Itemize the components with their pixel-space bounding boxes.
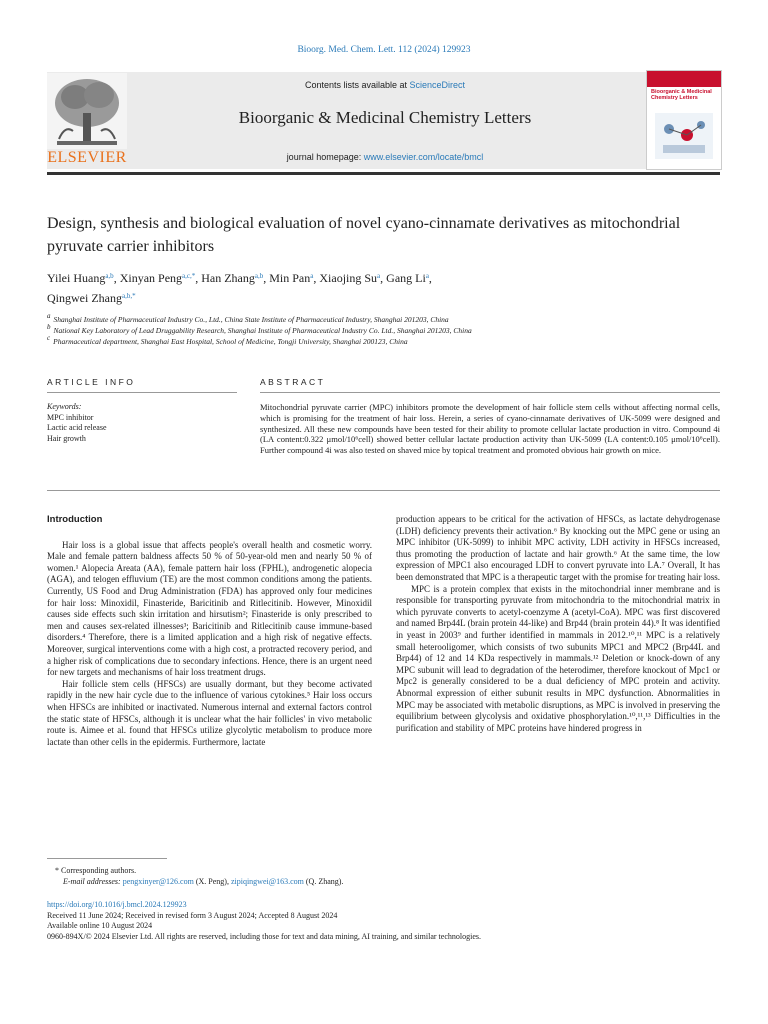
email-owner: (Q. Zhang).: [303, 876, 344, 886]
author-separator: ,: [195, 271, 202, 285]
paragraph: MPC is a protein complex that exists in the mitochondrial inner membrane and is responsible for transporting pyruvate from mitochondria to the mitochondrial matrix in which pyruvate converts to acetyl-coenzyme A (acetyl-CoA). MPC was first discovered and named Brp44L (brain protein 44-like) and Brp44 (brain protein 44).⁸ It was identified in yeast in 2003⁹ and further identified in mammals in 2012.¹⁰,¹¹ MPC is a relatively small heterooligomer, which consists of two subunits MPC1 and MPC2 (Brp44L and Brp44) of 12 and 14 KDa respectively in mammals.¹² Deletion or knock-down of any MPC subunit will lead to degradation of the heterodimer, therefore knockout of Mpc1 or Mpc2 is generally considered to be a dual deficiency of MPC protein and activity. Abnormal expression of either subunit results in MPC dysfunction. Abnormalities in MPC may be associated with metabolic disruptions, as MPC is involved in preserving the equilibrium between glycolysis and oxidative phosphorylation.¹⁰,¹¹,¹³ Difficulties in the purification and stability of MPC proteins have hindered progress in: [396, 583, 720, 733]
homepage-line: [130, 152, 640, 162]
journal-citation[interactable]: Bioorg. Med. Chem. Lett. 112 (2024) 129923: [297, 45, 471, 55]
corresponding-note: [47, 866, 737, 887]
affiliation: [47, 325, 707, 336]
email-label: E-mail addresses:: [63, 876, 123, 886]
left-column: [47, 514, 372, 748]
author-separator: ,: [380, 271, 387, 285]
affiliation: [47, 314, 707, 325]
email-line: [47, 877, 737, 888]
publication-info: [47, 900, 737, 942]
doi-link[interactable]: https://doi.org/10.1016/j.bmcl.2024.129923: [47, 900, 187, 909]
author-separator: ,: [113, 271, 120, 285]
keyword: MPC inhibitor: [47, 412, 94, 422]
homepage-link[interactable]: www.elsevier.com/locate/bmcl: [363, 152, 484, 162]
online-date: Available online 10 August 2024: [47, 921, 153, 930]
journal-cover[interactable]: [646, 70, 722, 170]
contents-line: [130, 80, 640, 90]
elsevier-logo[interactable]: [47, 73, 127, 167]
abstract-text: Mitochondrial pyruvate carrier (MPC) inhibitors promote the development of hair follicle stem cells without affecting normal cells, which is promising for the treatment of hair loss. Herein, a series of cyano-cinnamate derivatives of UK-5099 were designed and synthesized. All these new compounds have been tested for their ability to promote cellular lactate production in vitro. Compound 4i (LA content:0.322 μmol/10⁶cell) showed better cellular lactate production activity than UK-5099 (LA content:0.105 μmol/10⁶cell). Further compound 4i was also tested on shaved mice by topical treatment and promoted obvious hair growth on mice.: [260, 402, 720, 456]
keyword: Hair growth: [47, 433, 86, 443]
author-affiliation-marker[interactable]: a,b: [105, 272, 114, 280]
journal-title: Bioorganic & Medicinal Chemistry Letters: [238, 108, 532, 127]
received-dates: Received 11 June 2024; Received in revised form 3 August 2024; Accepted 8 August 2024: [47, 910, 338, 920]
author-name[interactable]: Yilei Huang: [47, 271, 106, 285]
email-owner: (X. Peng),: [193, 876, 231, 886]
author-name[interactable]: Qingwei Zhang: [47, 291, 122, 305]
keywords-block: [47, 402, 237, 444]
author-affiliation-marker[interactable]: a: [377, 272, 381, 280]
affiliation-text: Pharmaceutical department, Shanghai East Hospital, School of Medicine, Tongji University, Shanghai 200123, China: [53, 337, 408, 346]
header-rule: [47, 172, 720, 175]
abstract-bottom-rule: [47, 490, 720, 491]
footnote-rule: [47, 858, 167, 859]
article-info-heading: ARTICLE INFO: [47, 377, 136, 387]
keyword: Lactic acid release: [47, 423, 107, 432]
affiliation-marker: c: [47, 334, 51, 342]
right-column: [396, 514, 720, 734]
cover-band: [647, 71, 721, 87]
author-affiliation-marker[interactable]: a,b: [254, 272, 264, 280]
author-separator: ,: [313, 271, 320, 285]
abstract-heading: ABSTRACT: [260, 377, 326, 387]
corresponding-authors: * Corresponding authors.: [55, 866, 137, 875]
email-link-peng[interactable]: pengxinyer@126.com: [122, 876, 194, 886]
affiliation-marker: b: [47, 323, 51, 331]
info-rule: [47, 392, 237, 393]
homepage-prefix: journal homepage:: [286, 152, 364, 162]
author-affiliation-marker[interactable]: a: [425, 272, 429, 280]
affiliation-text: National Key Laboratory of Lead Druggability Research, Shanghai Institute of Pharmaceutical Industry Co. Ltd., Shanghai 201203, China: [53, 326, 472, 335]
affiliation-marker: a: [47, 312, 51, 320]
tree-logo-icon: [47, 73, 127, 149]
sciencedirect-link[interactable]: ScienceDirect: [409, 80, 466, 90]
author-name[interactable]: Han Zhang: [201, 271, 255, 285]
paragraph: Hair follicle stem cells (HFSCs) are usually dormant, but they become activated rapidly in the new hair cycle due to the influence of various cytokines.⁵ Hair loss occurs when HFSCs are inhibited or inactivated. Numerous internal and external factors control the static state of HFSCs, although it is unclear what the hair follicles' in vivo metabolic route is. Aimee et al. found that HFSCs utilize glycolytic metabolism to produce more lactate than other cells in the epidermis. Furthermore, lactate: [47, 678, 372, 747]
publisher-name: ELSEVIER: [47, 149, 127, 166]
keywords-label: Keywords:: [47, 402, 82, 411]
author-affiliation-marker[interactable]: a,c,*: [182, 272, 196, 280]
author-name[interactable]: Xiaojing Su: [319, 271, 378, 285]
author-separator: ,: [263, 271, 270, 285]
email-link-zhang[interactable]: zipiqingwei@163.com: [230, 876, 304, 886]
affiliation-text: Shanghai Institute of Pharmaceutical Industry Co., Ltd., China State Institute of Pharmaceutical Industry, Shanghai 201203, China: [53, 315, 449, 324]
author-separator: ,: [428, 271, 432, 285]
author-name[interactable]: Min Pan: [269, 271, 311, 285]
author-affiliation-marker[interactable]: a,b,*: [121, 292, 136, 300]
copyright: 0960-894X/© 2024 Elsevier Ltd. All rights are reserved, including those for text and data mining, AI training, and similar technologies.: [47, 931, 481, 941]
author-name[interactable]: Gang Li: [386, 271, 426, 285]
contents-prefix: Contents lists available at: [304, 80, 410, 90]
author-list: [47, 268, 707, 308]
author-affiliation-marker[interactable]: a: [310, 272, 314, 280]
paragraph: Hair loss is a global issue that affects people's overall health and cosmetic worry. Male and female pattern baldness affects 50 % of 50-year-old men and nearly 50 % of women.¹ Alopecia Areata (AA), female pattern hair loss (FPHL), androgenetic alopecia (AGA), and telogen effluvium (TE) are the most common conditions among the patients. Currently, US Food and Drug Administration (FDA) has approved only four medicines for hair loss: Minoxidil, Finasteride, Baricitinib and Ritlecitinib. However, Minoxidil causes side effects such skin irritation and hirsutism²; Finasteride is only prescribed to men and causes sex-related illnesses³; Baricitinib and Ritlecitinib cause immune-based disorders.⁴ Therefore, there is a limited application and a high risk of negative effects. Moreover, surgical interventions come with a high cost, a protracted recovery period, and a higher risk of complications due to secondary infections. Hence, there is an urgent need for new targets and mechanisms of hair loss treatment drugs.: [47, 539, 372, 678]
article-title: Design, synthesis and biological evaluation of novel cyano-cinnamate derivatives as mitochondrial pyruvate carrier inhibitors: [47, 215, 681, 255]
paragraph: production appears to be critical for the activation of HFSCs, as lactate dehydrogenase (LDH) deficiency prevents their activation.⁶ By knocking out the MPC gene or using an MPC inhibitor (UK-5099) to inhibit MPC activity, LDH activity in HFSCs increased, thus promoting the production of lactate and hair growth.⁶ At the same time, the low expression of MPC1 also encouraged LDH to convert pyruvate into LA.⁷ Overall, It has been demonstrated that MPC is a therapeutic target with the promise for treating hair loss.: [396, 514, 720, 582]
intro-heading: Introduction: [47, 514, 103, 525]
cover-graphic-icon: [647, 107, 721, 167]
cover-title: Bioorganic & Medicinal Chemistry Letters: [651, 89, 712, 101]
author-name[interactable]: Xinyan Peng: [119, 271, 183, 285]
affiliation: [47, 336, 707, 347]
abstract-rule: [260, 392, 720, 393]
